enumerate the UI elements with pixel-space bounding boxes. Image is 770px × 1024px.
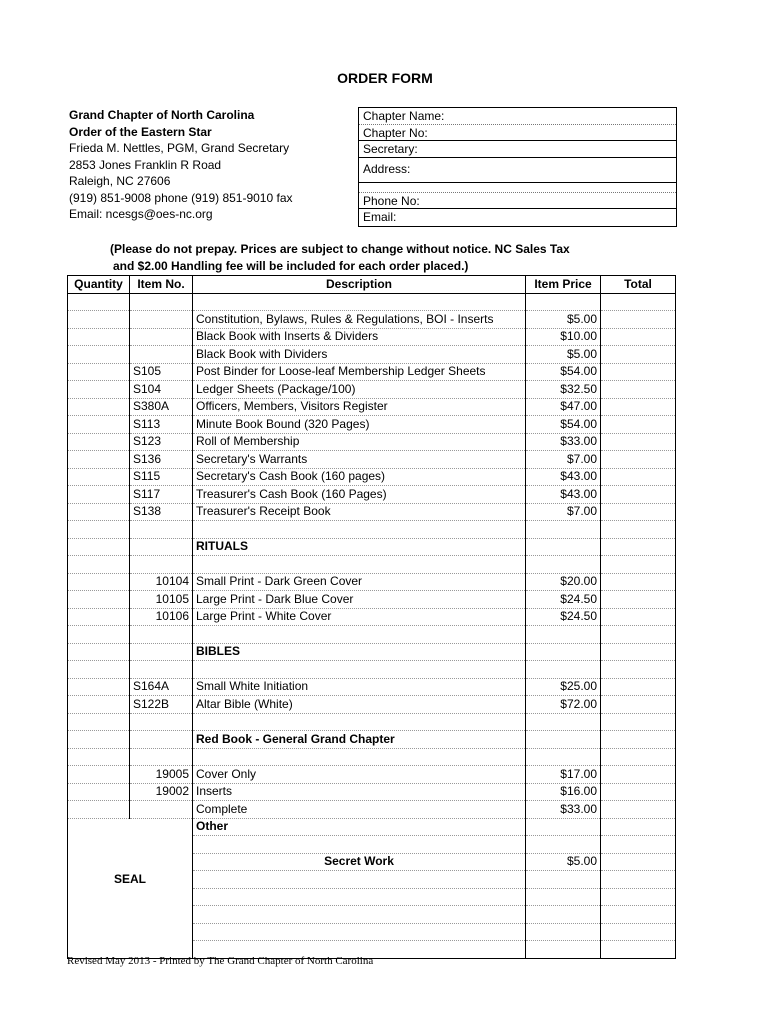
table-header-row (68, 276, 676, 294)
table-row (68, 818, 676, 836)
description-cell: Inserts (193, 783, 526, 801)
description-cell[interactable] (193, 888, 526, 906)
description-cell: Officers, Members, Visitors Register (193, 398, 526, 416)
price-cell (526, 661, 601, 679)
org-secretary: Frieda M. Nettles, PGM, Grand Secretary (69, 141, 290, 155)
description-cell (193, 521, 526, 539)
seal-area: SEAL (68, 818, 193, 941)
quantity-cell[interactable] (68, 556, 130, 574)
item-no-cell: S113 (130, 416, 193, 434)
item-no-cell (130, 661, 193, 679)
item-no-cell (130, 713, 193, 731)
price-cell: $24.50 (526, 608, 601, 626)
table-row (68, 311, 676, 329)
quantity-cell[interactable] (68, 678, 130, 696)
item-no-cell: S123 (130, 433, 193, 451)
total-cell[interactable] (601, 731, 676, 749)
total-cell[interactable] (601, 538, 676, 556)
quantity-cell[interactable] (68, 766, 130, 784)
quantity-cell[interactable] (68, 643, 130, 661)
header-total: Total (601, 276, 676, 294)
table-row (68, 398, 676, 416)
description-cell: Complete (193, 801, 526, 819)
quantity-cell[interactable] (68, 731, 130, 749)
price-cell (526, 556, 601, 574)
header-description: Description (193, 276, 526, 294)
table-row (68, 608, 676, 626)
price-cell (526, 871, 601, 889)
price-cell: $33.00 (526, 801, 601, 819)
description-cell: Secretary's Cash Book (160 pages) (193, 468, 526, 486)
price-cell (526, 923, 601, 941)
price-cell: $54.00 (526, 416, 601, 434)
page-title: ORDER FORM (337, 70, 433, 86)
table-row (68, 486, 676, 504)
table-row (68, 328, 676, 346)
price-cell: $20.00 (526, 573, 601, 591)
item-no-cell: S117 (130, 486, 193, 504)
description-cell (193, 556, 526, 574)
total-cell[interactable] (601, 398, 676, 416)
description-cell (193, 748, 526, 766)
price-cell: $5.00 (526, 853, 601, 871)
total-cell[interactable] (601, 748, 676, 766)
price-cell: $72.00 (526, 696, 601, 714)
quantity-cell[interactable] (68, 591, 130, 609)
total-cell[interactable] (601, 328, 676, 346)
price-cell: $17.00 (526, 766, 601, 784)
bibles-heading: BIBLES (193, 643, 526, 661)
quantity-cell[interactable] (68, 416, 130, 434)
quantity-cell[interactable] (68, 433, 130, 451)
description-cell (193, 661, 526, 679)
org-street: 2853 Jones Franklin R Road (69, 157, 222, 172)
org-address-block (69, 107, 293, 223)
price-cell: $5.00 (526, 346, 601, 364)
description-cell: Post Binder for Loose-leaf Membership Ledger Sheets (193, 363, 526, 381)
item-no-cell (130, 731, 193, 749)
item-no-cell: S138 (130, 503, 193, 521)
description-cell: Treasurer's Cash Book (160 Pages) (193, 486, 526, 504)
header-item-no: Item No. (130, 276, 193, 294)
quantity-cell[interactable] (68, 503, 130, 521)
table-row (68, 766, 676, 784)
price-cell (526, 748, 601, 766)
total-cell[interactable] (601, 906, 676, 924)
total-cell[interactable] (601, 451, 676, 469)
item-no-cell (130, 538, 193, 556)
price-cell: $16.00 (526, 783, 601, 801)
table-row (68, 626, 676, 644)
total-cell[interactable] (601, 521, 676, 539)
phone-field[interactable]: Phone No: (359, 193, 676, 210)
item-no-cell (130, 748, 193, 766)
item-no-cell (130, 521, 193, 539)
quantity-cell[interactable] (68, 381, 130, 399)
description-cell: Treasurer's Receipt Book (193, 503, 526, 521)
total-cell[interactable] (601, 836, 676, 854)
description-cell: Ledger Sheets (Package/100) (193, 381, 526, 399)
price-cell (526, 643, 601, 661)
total-cell[interactable] (601, 713, 676, 731)
chapter-no-field[interactable]: Chapter No: (359, 125, 676, 142)
description-cell: Black Book with Dividers (193, 346, 526, 364)
description-cell[interactable] (193, 871, 526, 889)
total-cell[interactable] (601, 696, 676, 714)
description-cell[interactable] (193, 906, 526, 924)
price-cell (526, 731, 601, 749)
quantity-cell[interactable] (68, 451, 130, 469)
description-cell (193, 626, 526, 644)
table-row (68, 451, 676, 469)
notice-line-2: and $2.00 Handling fee will be included for each order placed.) (113, 259, 469, 273)
table-row (68, 293, 676, 311)
table-row (68, 748, 676, 766)
total-cell[interactable] (601, 416, 676, 434)
quantity-cell[interactable] (68, 346, 130, 364)
price-cell: $33.00 (526, 433, 601, 451)
quantity-cell[interactable] (68, 538, 130, 556)
item-no-cell (130, 328, 193, 346)
quantity-cell[interactable] (68, 328, 130, 346)
item-no-cell (130, 643, 193, 661)
item-no-cell: S115 (130, 468, 193, 486)
table-row (68, 433, 676, 451)
item-no-cell (130, 311, 193, 329)
notice (110, 241, 570, 275)
price-cell (526, 521, 601, 539)
org-order: Order of the Eastern Star (69, 124, 212, 139)
item-no-cell: S105 (130, 363, 193, 381)
quantity-cell[interactable] (68, 801, 130, 819)
total-cell[interactable] (601, 311, 676, 329)
item-no-cell (130, 346, 193, 364)
table-row (68, 416, 676, 434)
description-cell (193, 713, 526, 731)
table-row (68, 661, 676, 679)
email-field[interactable]: Email: (363, 210, 397, 224)
description-cell: Altar Bible (White) (193, 696, 526, 714)
description-cell: Large Print - Dark Blue Cover (193, 591, 526, 609)
description-cell: Small White Initiation (193, 678, 526, 696)
total-cell[interactable] (601, 678, 676, 696)
quantity-cell[interactable] (68, 713, 130, 731)
table-row (68, 346, 676, 364)
price-cell: $24.50 (526, 591, 601, 609)
total-cell[interactable] (601, 556, 676, 574)
total-cell[interactable] (601, 433, 676, 451)
price-cell: $5.00 (526, 311, 601, 329)
notice-line-1: (Please do not prepay. Prices are subject to change without notice. NC Sales Tax (110, 242, 570, 256)
description-cell[interactable] (193, 923, 526, 941)
header-price: Item Price (526, 276, 601, 294)
price-cell (526, 836, 601, 854)
table-row (68, 801, 676, 819)
redbook-heading: Red Book - General Grand Chapter (193, 731, 526, 749)
price-cell: $25.00 (526, 678, 601, 696)
total-cell[interactable] (601, 643, 676, 661)
secretary-field[interactable]: Secretary: (359, 141, 676, 158)
order-table (67, 275, 676, 959)
total-cell[interactable] (601, 486, 676, 504)
quantity-cell[interactable] (68, 661, 130, 679)
item-no-cell: S136 (130, 451, 193, 469)
description-cell: Constitution, Bylaws, Rules & Regulations, BOI - Inserts (193, 311, 526, 329)
item-no-cell: S164A (130, 678, 193, 696)
total-cell[interactable] (601, 573, 676, 591)
price-cell: $43.00 (526, 468, 601, 486)
item-no-cell: 19002 (130, 783, 193, 801)
description-cell: Roll of Membership (193, 433, 526, 451)
table-row (68, 363, 676, 381)
quantity-cell[interactable] (68, 748, 130, 766)
price-cell: $10.00 (526, 328, 601, 346)
table-row (68, 573, 676, 591)
org-phone: (919) 851-9008 phone (919) 851-9010 fax (69, 190, 293, 205)
total-cell[interactable] (601, 293, 676, 311)
table-row (68, 468, 676, 486)
description-cell: Black Book with Inserts & Dividers (193, 328, 526, 346)
total-cell[interactable] (601, 591, 676, 609)
description-cell: Small Print - Dark Green Cover (193, 573, 526, 591)
address-field[interactable]: Address: (359, 158, 676, 183)
item-no-cell (130, 626, 193, 644)
quantity-cell[interactable] (68, 573, 130, 591)
price-cell: $43.00 (526, 486, 601, 504)
price-cell (526, 906, 601, 924)
price-cell (526, 626, 601, 644)
section-row (68, 643, 676, 661)
total-cell[interactable] (601, 626, 676, 644)
quantity-cell[interactable] (68, 783, 130, 801)
table-row (68, 521, 676, 539)
quantity-cell[interactable] (68, 626, 130, 644)
table-row (68, 783, 676, 801)
footer-note: Revised May 2013 - Printed by The Grand Chapter of North Carolina (67, 955, 374, 967)
description-cell: Minute Book Bound (320 Pages) (193, 416, 526, 434)
table-row (68, 381, 676, 399)
secret-work-label: Secret Work (193, 853, 526, 871)
total-cell[interactable] (601, 941, 676, 959)
quantity-cell[interactable] (68, 486, 130, 504)
quantity-cell[interactable] (68, 311, 130, 329)
total-cell[interactable] (601, 888, 676, 906)
price-cell (526, 941, 601, 959)
total-cell[interactable] (601, 468, 676, 486)
item-no-cell: 10106 (130, 608, 193, 626)
rituals-heading: RITUALS (193, 538, 526, 556)
address-line-2[interactable] (359, 183, 676, 193)
section-row (68, 538, 676, 556)
header-quantity: Quantity (68, 276, 130, 294)
total-cell[interactable] (601, 818, 676, 836)
description-cell (193, 293, 526, 311)
total-cell[interactable] (601, 381, 676, 399)
org-email: Email: ncesgs@oes-nc.org (69, 207, 213, 221)
table-row (68, 556, 676, 574)
price-cell: $7.00 (526, 503, 601, 521)
quantity-cell[interactable] (68, 398, 130, 416)
table-row (68, 591, 676, 609)
price-cell: $7.00 (526, 451, 601, 469)
table-row (68, 696, 676, 714)
quantity-cell[interactable] (68, 696, 130, 714)
total-cell[interactable] (601, 766, 676, 784)
price-cell: $54.00 (526, 363, 601, 381)
price-cell: $32.50 (526, 381, 601, 399)
total-cell[interactable] (601, 503, 676, 521)
table-row (68, 713, 676, 731)
item-no-cell: S122B (130, 696, 193, 714)
section-row (68, 731, 676, 749)
org-name: Grand Chapter of North Carolina (69, 108, 255, 122)
description-cell[interactable] (193, 836, 526, 854)
chapter-info-box (358, 107, 677, 227)
price-cell (526, 713, 601, 731)
item-no-cell: 19005 (130, 766, 193, 784)
total-cell[interactable] (601, 346, 676, 364)
quantity-cell[interactable] (68, 293, 130, 311)
total-cell[interactable] (601, 801, 676, 819)
total-cell[interactable] (601, 608, 676, 626)
item-no-cell: 10105 (130, 591, 193, 609)
total-cell[interactable] (601, 783, 676, 801)
item-no-cell (130, 293, 193, 311)
description-cell: Cover Only (193, 766, 526, 784)
price-cell: $47.00 (526, 398, 601, 416)
total-cell[interactable] (601, 363, 676, 381)
price-cell (526, 818, 601, 836)
price-cell (526, 293, 601, 311)
total-cell[interactable] (601, 871, 676, 889)
description-cell: Secretary's Warrants (193, 451, 526, 469)
quantity-cell[interactable] (68, 521, 130, 539)
price-cell (526, 538, 601, 556)
description-cell: Large Print - White Cover (193, 608, 526, 626)
item-no-cell: S104 (130, 381, 193, 399)
table-row (68, 678, 676, 696)
item-no-cell (130, 801, 193, 819)
item-no-cell: 10104 (130, 573, 193, 591)
price-cell (526, 888, 601, 906)
item-no-cell: S380A (130, 398, 193, 416)
table-row (68, 503, 676, 521)
chapter-name-field[interactable]: Chapter Name: (359, 108, 676, 125)
total-cell[interactable] (601, 923, 676, 941)
item-no-cell (130, 556, 193, 574)
other-heading: Other (193, 818, 526, 836)
total-cell[interactable] (601, 661, 676, 679)
quantity-cell[interactable] (68, 363, 130, 381)
total-cell[interactable] (601, 853, 676, 871)
quantity-cell[interactable] (68, 468, 130, 486)
org-city: Raleigh, NC 27606 (69, 174, 171, 188)
quantity-cell[interactable] (68, 608, 130, 626)
